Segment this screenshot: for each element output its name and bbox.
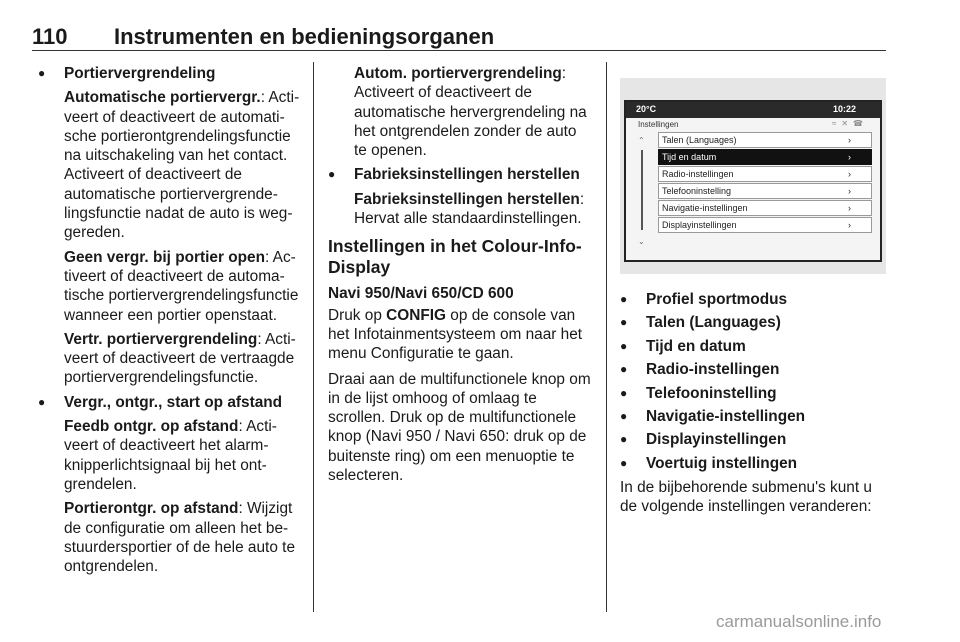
option-item [38, 248, 300, 325]
option-label: Feedb ontgr. op afstand [64, 418, 239, 436]
screen-heading: Instellingen [638, 120, 679, 129]
header-rule [32, 50, 886, 51]
submenu-paragraph: In de bijbehorende submenu's kunt u de volgende instellingen veranderen: [620, 479, 872, 516]
chevron-right-icon: › [848, 186, 851, 196]
menu-row-label: Telefooninstelling [662, 186, 732, 196]
list-item: ● Telefooninstelling [620, 384, 888, 403]
option-text: : Hervat alle standaardinstellingen. [354, 190, 585, 228]
option-text: : Activeert of deactiveert het alarmknipperlichtsignaal bij het ontgrendelen. [64, 418, 277, 493]
clock-readout: 10:22 [832, 104, 856, 114]
menu-row-label: Tijd en datum [662, 152, 717, 162]
list-item: ● Displayinstellingen [620, 430, 888, 449]
option-text: : Wijzigt de configuratie om alleen het bestuurdersportier of de hele auto te ontgrendelen. [64, 500, 296, 576]
wifi-icon: ≈ [831, 119, 842, 128]
menu-row-phone[interactable] [658, 183, 872, 199]
status-icons [832, 119, 868, 128]
page-title: Instrumenten en bedieningsorganen [114, 24, 495, 49]
bullet-factory-reset: ● Fabrieksinstellingen herstellen [328, 165, 592, 184]
option-text: : Activeert of deactiveert de automatische portierontgrendelingsfunctie na uitschakeling van het contact. Activeert of deactiveert de automatische portiervergrendelingsfunctie nadat de auto is weggereden. [64, 89, 300, 242]
paragraph-config [328, 306, 592, 364]
menu-row-label: Navigatie-instellingen [662, 203, 748, 213]
settings-screenshot [620, 78, 886, 274]
option-text: : Activeert of deactiveert de vertraagde portiervergrendelingsfunctie. [64, 330, 296, 387]
page-number: 110 [32, 24, 68, 49]
menu-row-display[interactable] [658, 217, 872, 233]
option-item [38, 499, 300, 576]
chevron-up-icon[interactable]: ⌃ [638, 136, 645, 145]
paragraph-text: op de console van het Infotainmentsysteem om naar het menu Configuratie te gaan. [328, 306, 583, 363]
option-item [38, 330, 300, 388]
scroll-track [641, 150, 643, 230]
list-item: ● Profiel sportmodus [620, 290, 888, 309]
bullet-portiervergrendeling: ● Portiervergrendeling [38, 64, 300, 83]
list-item: ● Voertuig instellingen [620, 454, 888, 473]
section-heading: Instellingen in het Colour-Info-Display [328, 236, 582, 278]
column-divider-1 [313, 62, 314, 612]
option-label: Geen vergr. bij portier open [64, 248, 265, 266]
menu-row-navigation[interactable] [658, 200, 872, 216]
watermark: carmanualsonline.info [716, 612, 882, 631]
option-text: : Activeert of deactiveert de automatische portiervergrendelingsfunctie wanneer een portier openstaat. [64, 248, 299, 324]
option-label: Automatische portiervergr. [64, 89, 261, 107]
paragraph-text: Druk op [328, 306, 387, 324]
column-1 [38, 64, 300, 581]
phone-icon: ☎ [853, 119, 868, 128]
menu-row-languages[interactable] [658, 132, 872, 148]
menu-row-label: Radio-instellingen [662, 169, 734, 179]
chevron-down-icon[interactable]: ⌄ [638, 237, 645, 246]
option-item [328, 64, 592, 160]
bullet-remote: ● Vergr., ontgr., start op afstand [38, 393, 300, 412]
list-item: ● Radio-instellingen [620, 360, 888, 379]
status-bar [626, 102, 880, 118]
paragraph-scroll: Draai aan de multifunctionele knop om in de lijst omhoog of omlaag te scrollen. Druk op de multifunctionele knop (Navi 950 / Navi 650: druk op de buitenste ring) om een menuoptie te selecteren. [328, 370, 591, 485]
column-2 [328, 64, 592, 491]
settings-bullet-list [620, 290, 888, 477]
option-item [38, 88, 300, 242]
option-text: : Activeert of deactiveert de automatische hervergrendeling na het ontgrendelen zonder de auto te openen. [354, 65, 587, 160]
chevron-right-icon: › [848, 203, 851, 213]
option-item [38, 417, 300, 494]
display-screen [624, 100, 882, 262]
mute-icon: ✕ [841, 119, 854, 128]
chevron-right-icon: › [848, 135, 851, 145]
menu-row-label: Displayinstellingen [662, 220, 737, 230]
list-item: ● Talen (Languages) [620, 313, 888, 332]
config-key: CONFIG [386, 306, 447, 324]
model-subheading: Navi 950/Navi 650/CD 600 [328, 285, 514, 303]
menu-row-label: Talen (Languages) [662, 135, 737, 145]
list-item: ● Navigatie-instellingen [620, 407, 888, 426]
option-label: Fabrieksinstellingen herstellen [354, 190, 580, 208]
screen-scrollbar[interactable] [638, 136, 646, 246]
chevron-right-icon: › [848, 152, 851, 162]
list-item: ● Tijd en datum [620, 337, 888, 356]
settings-menu-list [658, 132, 872, 234]
column-divider-2 [606, 62, 607, 612]
chevron-right-icon: › [848, 220, 851, 230]
option-label: Autom. portiervergrendeling [354, 65, 562, 82]
menu-row-time-date[interactable] [658, 149, 872, 165]
page-header [32, 22, 886, 52]
menu-row-radio[interactable] [658, 166, 872, 182]
temperature-readout: 20°C [636, 104, 657, 114]
option-label: Portierontgr. op afstand [64, 500, 239, 518]
option-item [328, 190, 592, 229]
chevron-right-icon: › [848, 169, 851, 179]
option-label: Vertr. portiervergrendeling [64, 330, 258, 348]
